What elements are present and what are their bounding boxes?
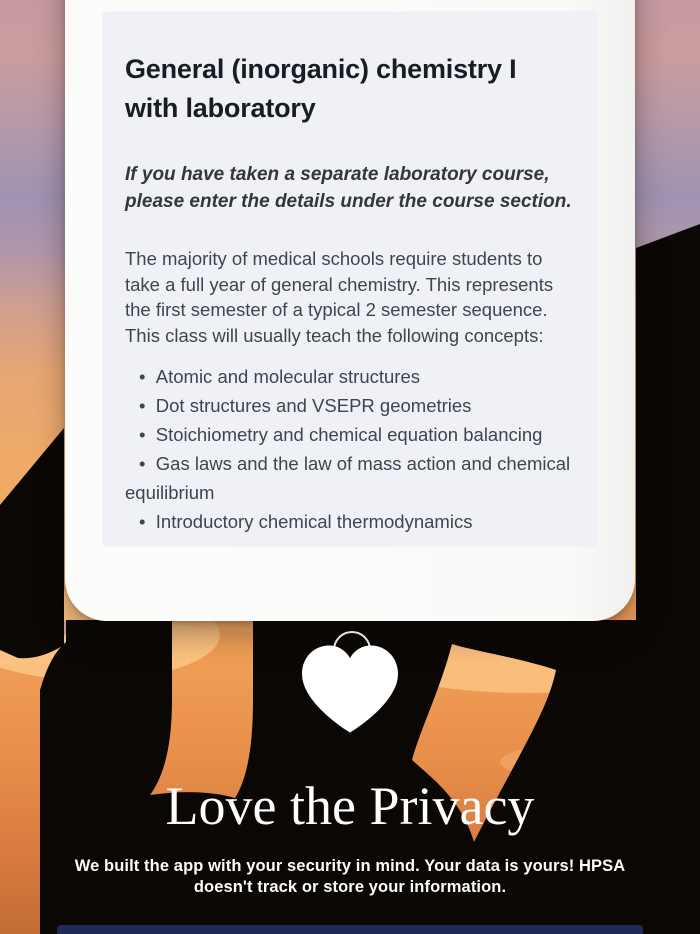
course-description: The majority of medical schools require students to take a full year of general chemistry. This represents the first semester of a typical 2 semester sequence. This class will usually teach the following concepts: <box>125 248 554 346</box>
topic-item: • Introductory chemical thermodynamics <box>125 507 575 536</box>
heart-icon <box>302 644 398 734</box>
privacy-heading: Love the Privacy <box>165 776 535 836</box>
privacy-description-line-1: We built the app with your security in mind. Your data is yours! HPSA <box>74 857 626 875</box>
topic-item: • Gas laws and the law of mass action and chemical equilibrium <box>125 449 575 507</box>
next-device-peek <box>57 925 643 934</box>
topic-item: • Stoichiometry and chemical equation balancing <box>125 420 575 449</box>
course-title: General (inorganic) chemistry I with laboratory <box>125 54 517 123</box>
privacy-description <box>70 856 630 898</box>
course-topic-list <box>125 362 575 536</box>
topic-item: • Dot structures and VSEPR geometries <box>125 391 575 420</box>
privacy-description-line-2: doesn't track or store your information. <box>193 878 507 896</box>
course-card <box>103 12 597 546</box>
course-note: If you have taken a separate laboratory course, please enter the details under the course section. <box>125 164 572 212</box>
topic-item: • Atomic and molecular structures <box>125 362 575 391</box>
tablet-mockup <box>65 0 635 621</box>
